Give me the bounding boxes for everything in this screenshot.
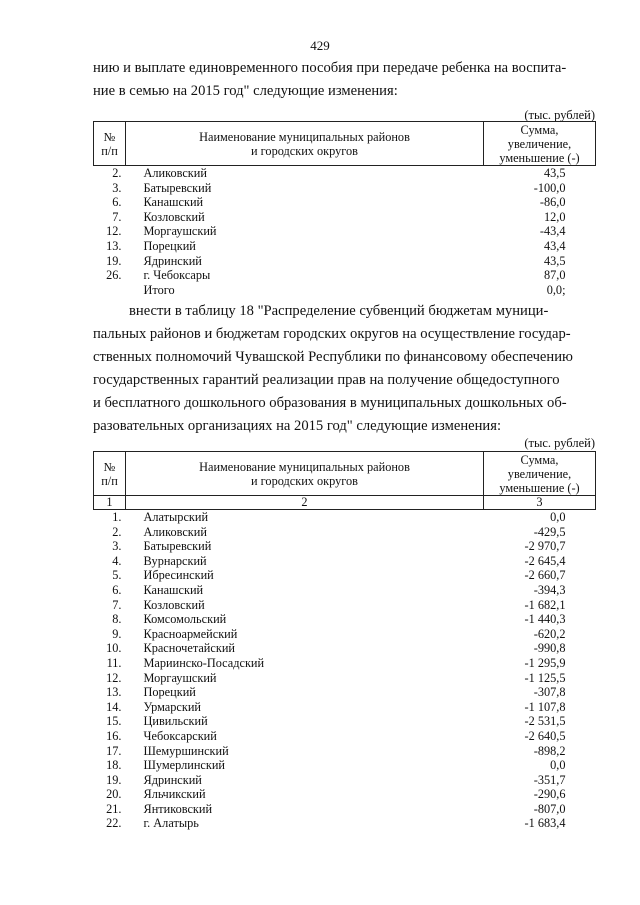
table-row bbox=[94, 612, 596, 627]
row-number: 6. bbox=[112, 582, 122, 597]
district-name: Батыревский bbox=[143, 180, 212, 195]
row-number bbox=[94, 283, 126, 298]
district-name: Цивильский bbox=[143, 714, 208, 729]
amount-value: -990,8 bbox=[533, 641, 566, 656]
row-number: 12. bbox=[106, 670, 122, 685]
table-row bbox=[94, 816, 596, 831]
district-name: г. Алатырь bbox=[143, 816, 199, 831]
row-number: 7. bbox=[112, 209, 122, 224]
row-number: 3. bbox=[112, 180, 122, 195]
table1 bbox=[93, 121, 596, 297]
column-number: 1 bbox=[94, 496, 126, 510]
header-sum-line2: увеличение, bbox=[507, 466, 572, 481]
table1-header-sum bbox=[484, 122, 596, 166]
header-sum-line3: уменьшение (-) bbox=[499, 150, 580, 165]
amount-value: 43,5 bbox=[543, 253, 566, 268]
amount-value: -351,7 bbox=[533, 772, 566, 787]
table2-header-num bbox=[94, 452, 126, 496]
header-num-line2: п/п bbox=[101, 143, 118, 158]
table-row bbox=[94, 166, 596, 181]
row-number: 2. bbox=[112, 166, 122, 180]
table1-body bbox=[94, 166, 596, 298]
amount-value: -394,3 bbox=[533, 582, 566, 597]
district-name: Моргаушский bbox=[143, 670, 217, 685]
district-name: Вурнарский bbox=[143, 553, 207, 568]
row-number: 14. bbox=[106, 699, 122, 714]
district-name: Аликовский bbox=[143, 166, 207, 180]
amount-value: -1 440,3 bbox=[524, 612, 566, 627]
district-name: Урмарский bbox=[143, 699, 201, 714]
amount-value: -2 970,7 bbox=[524, 539, 566, 554]
paragraph2-line-5: и бесплатного дошкольного образования в муниципальных дошкольных об- bbox=[93, 395, 567, 411]
district-name: Яльчикский bbox=[143, 787, 206, 802]
amount-value: -2 531,5 bbox=[524, 714, 566, 729]
table2-unit: (тыс. рублей) bbox=[524, 436, 595, 450]
amount-value: -43,4 bbox=[539, 224, 566, 239]
table-row bbox=[94, 510, 596, 525]
amount-value: -620,2 bbox=[533, 626, 566, 641]
header-name-line1: Наименование муниципальных районов bbox=[199, 129, 410, 144]
table-row bbox=[94, 744, 596, 759]
header-sum-line3: уменьшение (-) bbox=[499, 480, 580, 495]
amount-value: 12,0 bbox=[543, 209, 566, 224]
page-number: 429 bbox=[310, 38, 330, 53]
table-row bbox=[94, 554, 596, 569]
amount-value: -1 125,5 bbox=[524, 670, 566, 685]
row-number: 9. bbox=[112, 626, 122, 641]
amount-value: -429,5 bbox=[533, 524, 566, 539]
row-number: 5. bbox=[112, 568, 122, 583]
amount-value: -898,2 bbox=[533, 743, 566, 758]
intro-line-2: ние в семью на 2015 год" следующие изменения: bbox=[93, 83, 398, 99]
district-name: Красноармейский bbox=[143, 626, 238, 641]
amount-value: -100,0 bbox=[533, 180, 566, 195]
paragraph2-line-4: государственных гарантий реализации прав на получение общедоступного bbox=[93, 372, 560, 388]
table-row bbox=[94, 729, 596, 744]
header-num-line1: № bbox=[103, 459, 116, 474]
paragraph2-line-2: пальных районов и бюджетам городских округов на осуществление государ- bbox=[93, 326, 571, 342]
row-number: 7. bbox=[112, 597, 122, 612]
table-row bbox=[94, 700, 596, 715]
amount-value: 43,5 bbox=[543, 166, 566, 180]
table-row bbox=[94, 671, 596, 686]
table2-header-sum bbox=[484, 452, 596, 496]
district-name: Комсомольский bbox=[143, 612, 227, 627]
row-number: 16. bbox=[106, 728, 122, 743]
row-number: 1. bbox=[112, 510, 122, 524]
amount-value: -807,0 bbox=[533, 801, 566, 816]
row-number: 21. bbox=[106, 801, 122, 816]
amount-value: -2 645,4 bbox=[524, 553, 566, 568]
paragraph2-line-6: разовательных организациях на 2015 год" следующие изменения: bbox=[93, 418, 501, 434]
table1-header-row bbox=[94, 122, 596, 166]
row-number: 15. bbox=[106, 714, 122, 729]
table-row bbox=[94, 254, 596, 269]
row-number: 18. bbox=[106, 758, 122, 773]
row-number: 26. bbox=[106, 268, 122, 283]
district-name: Шумерлинский bbox=[143, 758, 226, 773]
table-row bbox=[94, 758, 596, 773]
table2-header-name bbox=[126, 452, 484, 496]
paragraph2-line-3: ственных полномочий Чувашской Республики по финансовому обеспечению bbox=[93, 349, 573, 365]
table-row bbox=[94, 239, 596, 254]
header-sum-line1: Сумма, bbox=[520, 452, 559, 467]
district-name: Мариинско-Посадский bbox=[143, 655, 265, 670]
table-row bbox=[94, 787, 596, 802]
table2-column-numbers-row bbox=[94, 496, 596, 510]
district-name: Красночетайский bbox=[143, 641, 235, 656]
row-number: 11. bbox=[106, 655, 122, 670]
table-row bbox=[94, 195, 596, 210]
table1-header-name bbox=[126, 122, 484, 166]
table-row bbox=[94, 568, 596, 583]
amount-value: -1 107,8 bbox=[524, 699, 566, 714]
district-name: Ядринский bbox=[143, 253, 202, 268]
table-row bbox=[94, 268, 596, 283]
district-name: г. Чебоксары bbox=[143, 268, 211, 283]
table-row bbox=[94, 181, 596, 196]
row-number: 19. bbox=[106, 772, 122, 787]
table1-header-num bbox=[94, 122, 126, 166]
table-row bbox=[94, 210, 596, 225]
row-number: 17. bbox=[106, 743, 122, 758]
district-name: Итого bbox=[143, 282, 175, 297]
header-sum-line2: увеличение, bbox=[507, 136, 572, 151]
row-number: 22. bbox=[106, 816, 122, 831]
header-num-line2: п/п bbox=[101, 473, 118, 488]
district-name: Порецкий bbox=[143, 685, 196, 700]
table-row bbox=[94, 714, 596, 729]
header-sum-line1: Сумма, bbox=[520, 122, 559, 137]
table-row bbox=[94, 583, 596, 598]
table-row bbox=[94, 641, 596, 656]
paragraph2-line-1: внести в таблицу 18 "Распределение субвенций бюджетам муници- bbox=[129, 303, 549, 319]
column-number: 3 bbox=[484, 496, 596, 510]
table-row bbox=[94, 598, 596, 613]
row-number: 20. bbox=[106, 787, 122, 802]
table-row bbox=[94, 283, 596, 298]
row-number: 19. bbox=[106, 253, 122, 268]
table2-header-row bbox=[94, 452, 596, 496]
district-name: Козловский bbox=[143, 597, 205, 612]
table-row bbox=[94, 656, 596, 671]
row-number: 10. bbox=[106, 641, 122, 656]
table1-unit: (тыс. рублей) bbox=[524, 108, 595, 122]
row-number: 6. bbox=[112, 195, 122, 210]
district-name: Ибресинский bbox=[143, 568, 214, 583]
amount-value: -1 295,9 bbox=[524, 655, 566, 670]
header-name-line2: и городских округов bbox=[251, 473, 358, 488]
district-name: Чебоксарский bbox=[143, 728, 217, 743]
row-number: 4. bbox=[112, 553, 122, 568]
amount-value: -1 682,1 bbox=[524, 597, 566, 612]
district-name: Порецкий bbox=[143, 238, 196, 253]
table-row bbox=[94, 224, 596, 239]
amount-value: -1 683,4 bbox=[524, 816, 566, 831]
row-number: 13. bbox=[106, 685, 122, 700]
row-number: 3. bbox=[112, 539, 122, 554]
row-number: 2. bbox=[112, 524, 122, 539]
table-row bbox=[94, 539, 596, 554]
district-name: Канашский bbox=[143, 582, 204, 597]
header-name-line1: Наименование муниципальных районов bbox=[199, 459, 410, 474]
header-num-line1: № bbox=[103, 129, 116, 144]
amount-value: 0,0 bbox=[550, 510, 566, 524]
district-name: Ядринский bbox=[143, 772, 202, 787]
amount-value: 0,0 bbox=[550, 758, 566, 773]
district-name: Янтиковский bbox=[143, 801, 213, 816]
amount-value: -2 660,7 bbox=[524, 568, 566, 583]
district-name: Батыревский bbox=[143, 539, 212, 554]
table-row bbox=[94, 525, 596, 540]
district-name: Аликовский bbox=[143, 524, 207, 539]
district-name: Моргаушский bbox=[143, 224, 217, 239]
table2 bbox=[93, 451, 596, 831]
table2-body bbox=[94, 510, 596, 832]
header-name-line2: и городских округов bbox=[251, 143, 358, 158]
row-number: 13. bbox=[106, 238, 122, 253]
table-row bbox=[94, 627, 596, 642]
district-name: Козловский bbox=[143, 209, 205, 224]
row-number: 12. bbox=[106, 224, 122, 239]
table-row bbox=[94, 685, 596, 700]
table-row bbox=[94, 773, 596, 788]
column-number: 2 bbox=[126, 496, 484, 510]
district-name: Шемуршинский bbox=[143, 743, 229, 758]
amount-value: -2 640,5 bbox=[524, 728, 566, 743]
amount-value: -86,0 bbox=[539, 195, 566, 210]
amount-value: -290,6 bbox=[533, 787, 566, 802]
amount-value: 43,4 bbox=[543, 238, 566, 253]
district-name: Алатырский bbox=[143, 510, 209, 524]
row-number: 8. bbox=[112, 612, 122, 627]
table-row bbox=[94, 802, 596, 817]
amount-value: 87,0 bbox=[543, 268, 566, 283]
district-name: Канашский bbox=[143, 195, 204, 210]
amount-value: -307,8 bbox=[533, 685, 566, 700]
amount-value: 0,0; bbox=[546, 282, 566, 297]
intro-line-1: нию и выплате единовременного пособия при передаче ребенка на воспита- bbox=[93, 60, 567, 76]
